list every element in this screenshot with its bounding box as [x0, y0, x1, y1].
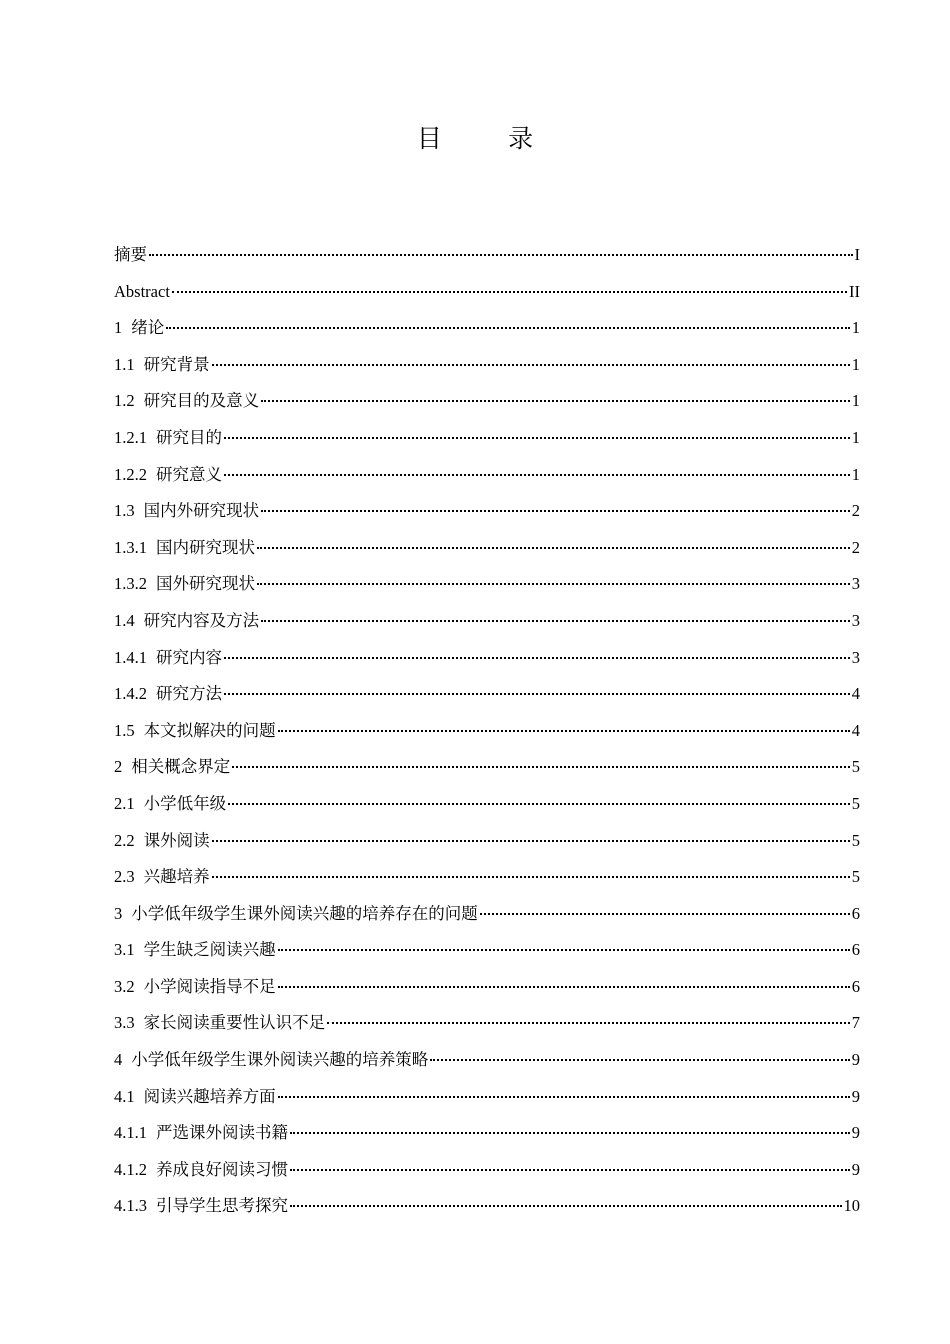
toc-entry-label: 养成良好阅读习惯	[156, 1159, 288, 1179]
toc-entry-number: 2.3	[114, 867, 135, 887]
toc-entry-text	[114, 786, 226, 822]
toc-entry-label: 国内研究现状	[156, 537, 255, 557]
toc-entry[interactable]	[114, 823, 860, 860]
toc-entry[interactable]	[114, 420, 860, 457]
toc-entry-page-number: 3	[851, 647, 860, 667]
toc-entry-label: 小学低年级	[143, 793, 227, 813]
toc-entry-text	[114, 676, 222, 712]
toc-entry-label: 研究内容	[156, 647, 222, 667]
toc-entry-page-number: 1	[851, 427, 860, 447]
toc-entry-number: 1.2	[114, 391, 135, 411]
toc-entry[interactable]	[114, 347, 860, 384]
toc-entry-label: 兴趣培养	[143, 867, 210, 887]
toc-entry-text	[114, 530, 255, 566]
toc-entry-text	[114, 896, 478, 932]
toc-entry-label: 研究方法	[156, 684, 222, 704]
dot-leader	[290, 1205, 842, 1207]
toc-entry-text	[114, 1152, 288, 1188]
dot-leader	[261, 620, 850, 622]
toc-entry-page-number: 2	[851, 537, 860, 557]
toc-entry-label: 阅读兴趣培养方面	[143, 1086, 276, 1106]
toc-entry-label: 研究背景	[143, 354, 210, 374]
toc-entry-label: 学生缺乏阅读兴趣	[143, 940, 276, 960]
toc-entry-number: 2	[114, 757, 123, 777]
toc-entry-page-number: 3	[851, 610, 860, 630]
dot-leader	[290, 1169, 850, 1171]
dot-leader	[212, 876, 850, 878]
dot-leader	[278, 1096, 850, 1098]
dot-leader	[224, 474, 850, 476]
dot-leader	[212, 840, 850, 842]
toc-entry-number: 1.2.2	[114, 464, 147, 484]
toc-entry-page-number: 1	[851, 318, 860, 338]
toc-entry-page-number: 6	[851, 976, 860, 996]
dot-leader	[290, 1132, 850, 1134]
toc-entry-label: 研究内容及方法	[143, 610, 260, 630]
dot-leader	[224, 437, 850, 439]
toc-entry-label: 研究目的	[156, 427, 222, 447]
dot-leader	[278, 730, 850, 732]
toc-entry-number: 1.3	[114, 501, 135, 521]
toc-entry-page-number: 3	[851, 574, 860, 594]
toc-entry-text	[114, 1005, 325, 1041]
toc-entry-page-number: 9	[851, 1123, 860, 1143]
toc-entry-number: 1.3.2	[114, 574, 147, 594]
toc-entry[interactable]	[114, 1079, 860, 1116]
toc-entry-text	[114, 969, 276, 1005]
toc-entry-label: 小学阅读指导不足	[143, 976, 276, 996]
toc-entry-page-number: I	[854, 245, 860, 264]
toc-entry-page-number: 10	[843, 1196, 860, 1216]
toc-entry[interactable]	[114, 493, 860, 530]
dot-leader	[232, 766, 850, 768]
toc-entry-number: 3.2	[114, 976, 135, 996]
toc-entry-label: 严选课外阅读书籍	[156, 1123, 288, 1143]
toc-entry-page-number: 4	[851, 720, 860, 740]
toc-entry-text	[114, 457, 222, 493]
toc-entry-text	[114, 713, 276, 749]
dot-leader	[212, 364, 850, 366]
toc-entry-text	[114, 420, 222, 456]
toc-entry-page-number: 5	[851, 830, 860, 850]
toc-entry[interactable]	[114, 566, 860, 603]
toc-entry-number: 1.1	[114, 354, 135, 374]
toc-entry[interactable]	[114, 1188, 860, 1225]
toc-entry[interactable]	[114, 786, 860, 823]
toc-entry-label: Abstract	[114, 281, 170, 301]
toc-entry-number: 1.2.1	[114, 427, 147, 447]
toc-entry[interactable]	[114, 603, 860, 640]
toc-entry-text	[114, 274, 170, 310]
toc-entry-page-number: 5	[851, 793, 860, 813]
toc-entry[interactable]	[114, 859, 860, 896]
toc-entry-label: 绪论	[131, 318, 165, 338]
toc-entry[interactable]	[114, 640, 860, 677]
toc-entry-number: 3.1	[114, 940, 135, 960]
toc-entry-text	[114, 859, 210, 895]
dot-leader	[480, 913, 850, 915]
toc-entry-page-number: 5	[851, 757, 860, 777]
toc-entry-number: 4.1	[114, 1086, 135, 1106]
dot-leader	[261, 400, 850, 402]
toc-entry-label: 相关概念界定	[131, 757, 231, 777]
dot-leader	[172, 291, 847, 293]
toc-entry-page-number: 6	[851, 940, 860, 960]
toc-entry-page-number: 4	[851, 684, 860, 704]
toc-entry-label: 小学低年级学生课外阅读兴趣的培养策略	[131, 1050, 429, 1070]
toc-entry[interactable]	[114, 749, 860, 786]
dot-leader	[257, 547, 850, 549]
dot-leader	[224, 693, 850, 695]
toc-entry-text	[114, 310, 164, 346]
toc-entry-page-number: 1	[851, 464, 860, 484]
dot-leader	[224, 657, 850, 659]
toc-list	[114, 237, 860, 1225]
toc-entry-number: 4	[114, 1050, 123, 1070]
toc-entry-number: 1	[114, 318, 123, 338]
toc-entry-number: 2.1	[114, 793, 135, 813]
toc-entry[interactable]	[114, 676, 860, 713]
toc-entry[interactable]	[114, 237, 860, 274]
toc-entry-text	[114, 566, 255, 602]
page-title: 目 录	[416, 126, 564, 153]
dot-leader	[327, 1022, 850, 1024]
toc-entry-text	[114, 749, 230, 785]
toc-entry-text	[114, 640, 222, 676]
toc-entry-text	[114, 1115, 288, 1151]
toc-entry[interactable]	[114, 457, 860, 494]
toc-entry-page-number: II	[849, 281, 860, 301]
toc-entry-label: 研究意义	[156, 464, 222, 484]
toc-entry[interactable]	[114, 1115, 860, 1152]
toc-entry-label: 课外阅读	[143, 830, 210, 850]
toc-entry-number: 4.1.1	[114, 1123, 147, 1143]
toc-entry-number: 1.3.1	[114, 537, 147, 557]
dot-leader	[228, 803, 850, 805]
toc-entry[interactable]	[114, 1005, 860, 1042]
toc-entry[interactable]	[114, 383, 860, 420]
toc-entry-text	[114, 237, 147, 273]
toc-entry[interactable]	[114, 896, 860, 933]
toc-entry[interactable]	[114, 274, 860, 311]
toc-entry[interactable]	[114, 1042, 860, 1079]
toc-entry-text	[114, 493, 259, 529]
toc-entry-text	[114, 383, 259, 419]
dot-leader	[149, 254, 853, 256]
toc-entry-label: 家长阅读重要性认识不足	[143, 1013, 326, 1033]
toc-entry-label: 研究目的及意义	[143, 391, 260, 411]
toc-entry-number: 1.4	[114, 610, 135, 630]
toc-entry-number: 1.4.1	[114, 647, 147, 667]
toc-entry[interactable]	[114, 932, 860, 969]
dot-leader	[278, 949, 850, 951]
dot-leader	[257, 583, 850, 585]
toc-entry[interactable]	[114, 530, 860, 567]
toc-entry-page-number: 9	[851, 1050, 860, 1070]
toc-entry[interactable]	[114, 1152, 860, 1189]
toc-entry-text	[114, 1188, 288, 1224]
toc-entry-page-number: 1	[851, 354, 860, 374]
toc-entry-text	[114, 347, 210, 383]
toc-entry-page-number: 5	[851, 867, 860, 887]
toc-entry[interactable]	[114, 310, 860, 347]
toc-entry-page-number: 7	[851, 1013, 860, 1033]
toc-entry-label: 国内外研究现状	[143, 501, 260, 521]
toc-entry-number: 4.1.2	[114, 1159, 147, 1179]
toc-entry-label: 引导学生思考探究	[156, 1196, 288, 1216]
toc-entry-page-number: 1	[851, 391, 860, 411]
toc-entry-number: 4.1.3	[114, 1196, 147, 1216]
toc-entry-label: 本文拟解决的问题	[143, 720, 276, 740]
dot-leader	[166, 327, 850, 329]
toc-entry-text	[114, 932, 276, 968]
toc-entry-text	[114, 1079, 276, 1115]
toc-entry-number: 1.5	[114, 720, 135, 740]
toc-entry-page-number: 2	[851, 501, 860, 521]
toc-entry-number: 2.2	[114, 830, 135, 850]
toc-entry-text	[114, 823, 210, 859]
toc-entry-label: 小学低年级学生课外阅读兴趣的培养存在的问题	[131, 903, 478, 923]
toc-entry-label: 国外研究现状	[156, 574, 255, 594]
toc-entry[interactable]	[114, 713, 860, 750]
dot-leader	[430, 1059, 850, 1061]
toc-entry-text	[114, 1042, 428, 1078]
toc-entry-number: 3	[114, 903, 123, 923]
dot-leader	[278, 986, 850, 988]
toc-entry-number: 3.3	[114, 1013, 135, 1033]
toc-entry-number: 1.4.2	[114, 684, 147, 704]
toc-entry-page-number: 9	[851, 1159, 860, 1179]
toc-entry-text	[114, 603, 259, 639]
toc-entry-label: 摘要	[114, 245, 147, 264]
dot-leader	[261, 510, 850, 512]
toc-entry-page-number: 9	[851, 1086, 860, 1106]
toc-entry-page-number: 6	[851, 903, 860, 923]
toc-entry[interactable]	[114, 969, 860, 1006]
